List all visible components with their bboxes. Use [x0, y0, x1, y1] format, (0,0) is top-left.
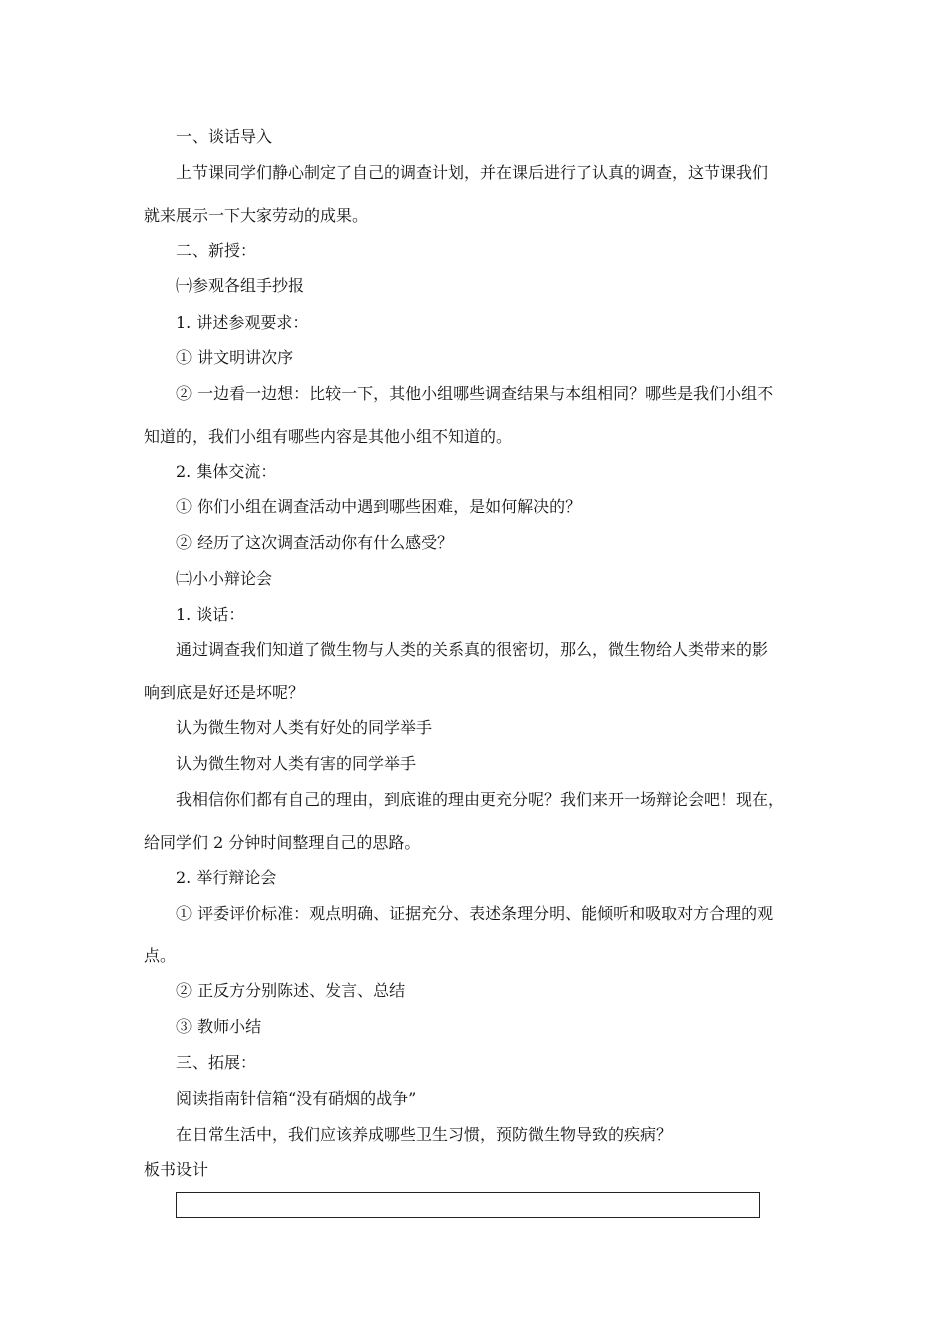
- paragraph-line: 认为微生物对人类有好处的同学举手: [176, 718, 433, 737]
- paragraph-line: 响到底是好还是坏呢？: [144, 683, 305, 702]
- list-item: ① 评委评价标准：观点明确、证据充分、表述条理分明、能倾听和吸取对方合理的观: [176, 904, 774, 923]
- paragraph-line: 点。: [144, 946, 177, 965]
- list-item: 2. 集体交流：: [176, 462, 277, 481]
- paragraph-line: 上节课同学们静心制定了自己的调查计划，并在课后进行了认真的调查，这节课我们: [176, 163, 769, 182]
- blackboard-design-box: [176, 1192, 760, 1218]
- list-item: ① 讲文明讲次序: [176, 348, 294, 367]
- paragraph-line: 认为微生物对人类有害的同学举手: [176, 754, 417, 773]
- subheading: ㈡小小辩论会: [176, 569, 273, 588]
- heading-1: 一、谈话导入: [176, 127, 273, 146]
- heading-2: 二、新授：: [176, 241, 257, 260]
- list-item: ② 正反方分别陈述、发言、总结: [176, 981, 406, 1000]
- paragraph-line: 知道的，我们小组有哪些内容是其他小组不知道的。: [144, 427, 513, 446]
- paragraph-line: 我相信你们都有自己的理由，到底谁的理由更充分呢？我们来开一场辩论会吧！现在，: [176, 790, 785, 809]
- paragraph-line: 就来展示一下大家劳动的成果。: [144, 206, 369, 225]
- list-item: ② 经历了这次调查活动你有什么感受？: [176, 533, 454, 552]
- list-item: ② 一边看一边想：比较一下，其他小组哪些调查结果与本组相同？哪些是我们小组不: [176, 384, 774, 403]
- section-label: 板书设计: [144, 1160, 209, 1179]
- list-item: ① 你们小组在调查活动中遇到哪些困难，是如何解决的？: [176, 497, 582, 516]
- list-item: 2. 举行辩论会: [176, 868, 277, 887]
- paragraph-line: 给同学们 2 分钟时间整理自己的思路。: [144, 833, 421, 852]
- heading-3: 三、拓展：: [176, 1053, 257, 1072]
- paragraph-line: 阅读指南针信箱“没有硝烟的战争”: [176, 1089, 417, 1108]
- list-item: ③ 教师小结: [176, 1017, 262, 1036]
- list-item: 1. 讲述参观要求：: [176, 313, 309, 332]
- subheading: ㈠参观各组手抄报: [176, 276, 305, 295]
- list-item: 1. 谈话：: [176, 605, 245, 624]
- paragraph-line: 通过调查我们知道了微生物与人类的关系真的很密切，那么，微生物给人类带来的影: [176, 640, 769, 659]
- paragraph-line: 在日常生活中，我们应该养成哪些卫生习惯，预防微生物导致的疾病？: [176, 1125, 673, 1144]
